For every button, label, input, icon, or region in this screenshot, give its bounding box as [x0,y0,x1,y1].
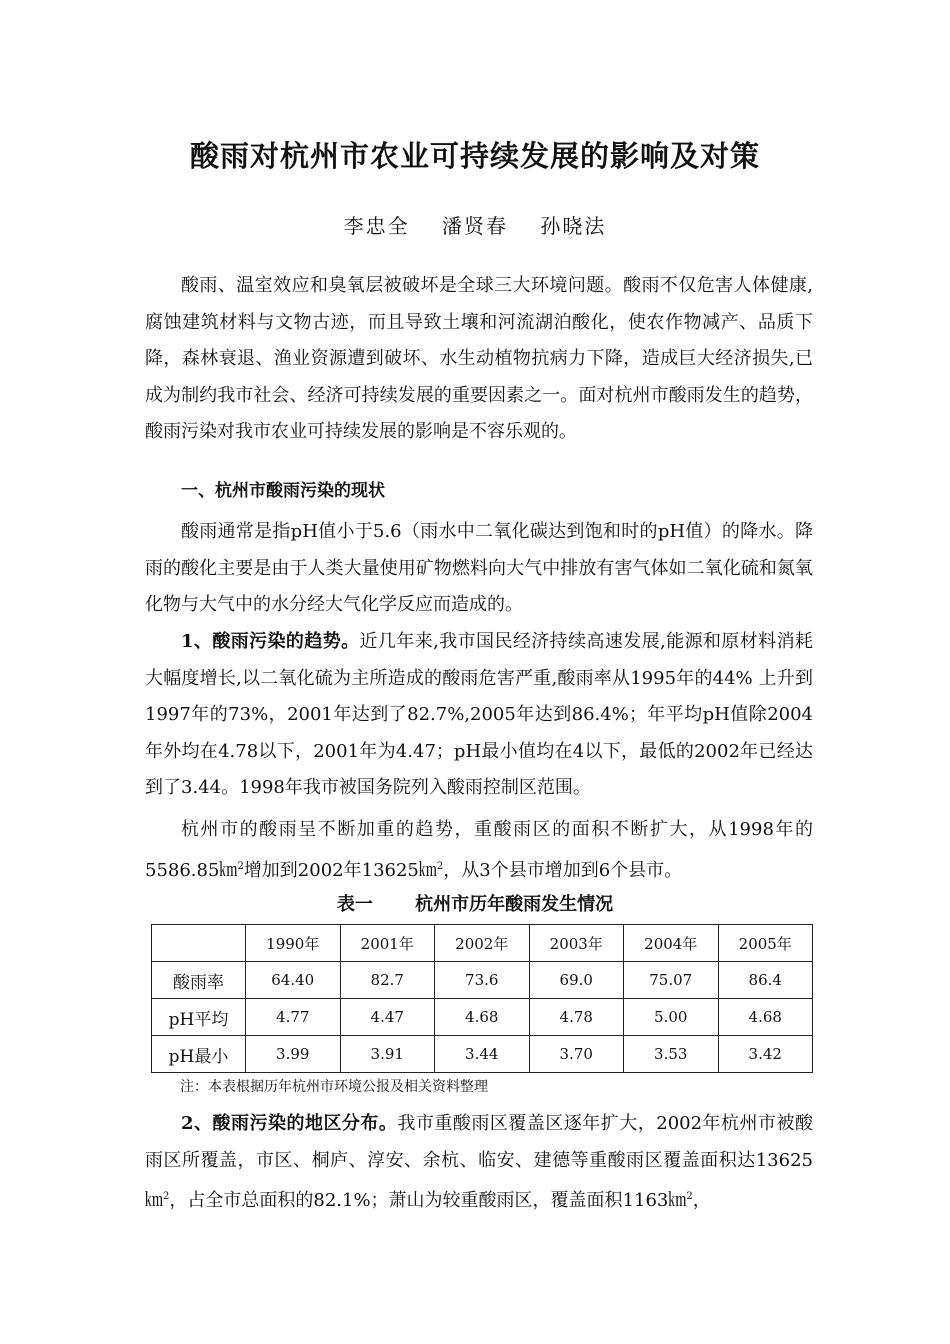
table-cell: 4.78 [529,999,624,1036]
area-text: ，从3个县市增加到6个县市。 [443,859,683,881]
area-paragraph [145,812,813,889]
superscript: 2 [237,860,244,872]
table-header-cell: 2001年 [340,925,435,962]
table-caption-label: 表一 [336,894,373,915]
acid-rain-table [151,924,813,1073]
table-cell: 4.68 [718,999,813,1036]
trend-lead: 1、酸雨污染的趋势。 [181,631,360,652]
table-header-cell: 2005年 [718,925,813,962]
table-cell: 4.68 [435,999,530,1036]
row-label: pH平均 [152,999,246,1036]
region-text: ，占全市总面积的82.1%；萧山为较重酸雨区，覆盖面积 [169,1190,623,1212]
table-header-cell: 2004年 [624,925,719,962]
table-cell: 3.91 [340,1036,435,1073]
region-value: 13625㎞ [145,1149,813,1212]
table-cell: 4.47 [340,999,435,1036]
table-cell: 73.6 [435,962,530,999]
row-label: pH最小 [152,1036,246,1073]
table-cell: 3.53 [624,1036,719,1073]
table-cell: 82.7 [340,962,435,999]
table-cell: 5.00 [624,999,719,1036]
table-cell: 3.42 [718,1036,813,1073]
table-row [152,999,813,1036]
table-header-cell: 2002年 [435,925,530,962]
table-cell: 3.99 [246,1036,341,1073]
table-header-cell: 1990年 [246,925,341,962]
table-cell: 69.0 [529,962,624,999]
region-text: ， [692,1190,711,1212]
trend-text: 近几年来,我市国民经济持续高速发展,能源和原材料消耗大幅度增长,以二氧化硫为主所造成的酸雨危害严重,酸雨率从1995年的44% 上升到1997年的73%，2001年达到了82.7%,2005年达到86.4%；年平均pH值除2004年外均在4.78以下，2001年为4.47；pH最小值均在4以下，最低的2002年已经达到了3.44。1998年我市被国务院列入酸雨控制区范围。 [145,631,813,799]
table-cell: 86.4 [718,962,813,999]
area-text: 增加到2002年 [243,859,362,881]
table-cell: 75.07 [624,962,719,999]
table-cell: 3.44 [435,1036,530,1073]
table-cell: 64.40 [246,962,341,999]
superscript: 2 [436,860,444,872]
trend-paragraph [145,624,813,807]
superscript: 2 [686,1191,693,1203]
region-lead: 2、酸雨污染的地区分布。 [181,1113,398,1134]
area-text: 杭州市的酸雨呈不断加重的趋势，重酸雨区的面积不断扩大，从1998年的 [181,819,813,840]
author-name: 李忠全 [343,214,410,238]
region-paragraph [145,1106,813,1220]
intro-paragraph: 酸雨、温室效应和臭氧层被破坏是全球三大环境问题。酸雨不仅危害人体健康,腐蚀建筑材料与文物古迹，而且导致土壤和河流湖泊酸化，使农作物减产、品质下降，森林衰退、渔业资源遭到破坏、水生动植物抗病力下降，造成巨大经济损失,已成为制约我市社会、经济可持续发展的重要因素之一。面对杭州市酸雨发生的趋势，酸雨污染对我市农业可持续发展的影响是不容乐观的。 [145,275,813,443]
row-label: 酸雨率 [152,962,246,999]
page-title: 酸雨对杭州市农业可持续发展的影响及对策 [189,139,760,173]
table-note: 注：本表根据历年杭州市环境公报及相关资料整理 [180,1079,488,1095]
author-name: 潘贤春 [442,214,508,238]
area-value: 5586.85㎞ [145,859,238,881]
table-header-cell [152,925,246,962]
region-text: 我市重酸雨区覆盖区逐年扩大，2002年杭州市被酸雨区所覆盖，市区、桐庐、淳安、余杭、临安、建德等重酸雨区覆盖面积达 [145,1113,813,1171]
table-caption [0,890,950,916]
table-cell: 4.77 [246,999,341,1036]
definition-paragraph: 酸雨通常是指pH值小于5.6（雨水中二氧化碳达到饱和时的pH值）的降水。降雨的酸化主要是由于人类大量使用矿物燃料向大气中排放有害气体如二氧化硫和氮氧化物与大气中的水分经大气化学反应而造成的。 [145,521,813,616]
section-heading: 一、杭州市酸雨污染的现状 [181,481,385,501]
table-header-cell: 2003年 [529,925,624,962]
area-value: 13625㎞ [361,859,437,881]
table-header-row [152,925,813,962]
table-cell: 3.70 [529,1036,624,1073]
region-value: 1163㎞ [622,1190,687,1212]
table-caption-title: 杭州市历年酸雨发生情况 [415,894,614,915]
superscript: 2 [163,1191,170,1203]
table-row [152,1036,813,1073]
author-name: 孙晓法 [540,214,607,238]
author-list [0,210,950,239]
table-row [152,962,813,999]
